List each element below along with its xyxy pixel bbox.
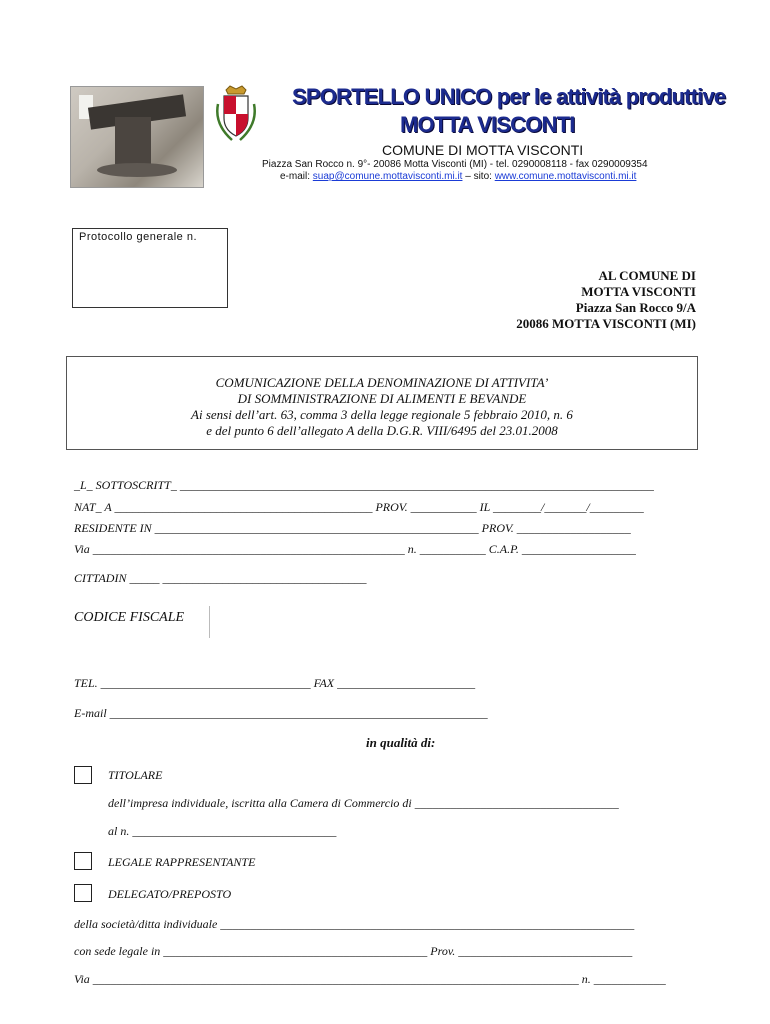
comune-address: Piazza San Rocco n. 9°- 20086 Motta Visconti (MI) - tel. 0290008118 - fax 0290009354 <box>262 159 648 170</box>
option-titolare-label: TITOLARE <box>108 768 163 782</box>
protocol-label: Protocollo generale n. <box>79 231 198 243</box>
recipient-line: 20086 MOTTA VISCONTI (MI) <box>516 316 696 331</box>
field-sede-legale[interactable]: con sede legale in ____________________________________________ Prov. _____________________________ <box>74 944 633 958</box>
field-residente[interactable]: RESIDENTE IN ______________________________________________________ PROV. ___________________ <box>74 521 631 535</box>
field-al-n[interactable]: al n. __________________________________ <box>108 824 337 838</box>
header-title-line2: MOTTA VISCONTI <box>400 112 575 137</box>
header-title-line1: SPORTELLO UNICO per le attività produttive <box>292 84 726 109</box>
subject-line: Ai sensi dell’art. 63, comma 3 della legge regionale 5 febbraio 2010, n. 6 <box>191 407 573 422</box>
subject-line: DI SOMMINISTRAZIONE DI ALIMENTI E BEVANDE <box>237 391 527 406</box>
subject-line: COMUNICAZIONE DELLA DENOMINAZIONE DI ATTIVITA’ <box>215 375 549 390</box>
email-link[interactable]: suap@comune.mottavisconti.mi.it <box>312 171 463 182</box>
field-sede-via[interactable]: Via _________________________________________________________________________________ n. ____________ <box>74 972 666 986</box>
field-camera-commercio[interactable]: dell’impresa individuale, iscritta alla Camera di Commercio di __________________________________ <box>108 796 619 810</box>
field-nato[interactable]: NAT_ A ___________________________________________ PROV. ___________ IL ________/_______/_________ <box>74 500 644 514</box>
email-prefix: e-mail: <box>280 171 313 182</box>
field-tel-fax[interactable]: TEL. ___________________________________ FAX _______________________ <box>74 676 476 690</box>
recipient-address <box>516 268 696 332</box>
field-sottoscritto[interactable]: _L_ SOTTOSCRITT_ _______________________________________________________________________________ <box>74 478 654 492</box>
olive-press-photo <box>70 86 204 188</box>
option-legale-label: LEGALE RAPPRESENTANTE <box>108 855 256 869</box>
field-email[interactable]: E-mail _______________________________________________________________ <box>74 706 488 720</box>
recipient-line: MOTTA VISCONTI <box>581 284 696 299</box>
comune-name: COMUNE DI MOTTA VISCONTI <box>382 142 584 158</box>
municipal-crest-icon <box>212 84 260 144</box>
subject-line: e del punto 6 dell’allegato A della D.G.R. VIII/6495 del 23.01.2008 <box>206 423 558 438</box>
field-cittadinanza[interactable]: CITTADIN _____ __________________________________ <box>74 571 367 585</box>
delegato-preposto-checkbox[interactable] <box>74 884 92 902</box>
recipient-line: AL COMUNE DI <box>598 268 696 283</box>
codice-fiscale-label: CODICE FISCALE <box>74 610 185 625</box>
subject-box <box>66 356 698 450</box>
in-qualita-heading: in qualità di: <box>366 735 436 750</box>
site-prefix: – sito: <box>462 171 495 182</box>
legale-rappresentante-checkbox[interactable] <box>74 852 92 870</box>
field-via[interactable]: Via ____________________________________________________ n. ___________ C.A.P. ___________________ <box>74 542 636 556</box>
titolare-checkbox[interactable] <box>74 766 92 784</box>
option-delegato-label: DELEGATO/PREPOSTO <box>108 887 232 901</box>
site-link[interactable]: www.comune.mottavisconti.mi.it <box>494 171 637 182</box>
protocol-box[interactable] <box>72 228 228 308</box>
codice-fiscale-field[interactable] <box>209 606 210 638</box>
field-societa[interactable]: della società/ditta individuale _____________________________________________________________________ <box>74 917 635 931</box>
comune-contacts <box>280 171 636 182</box>
recipient-line: Piazza San Rocco 9/A <box>575 300 696 315</box>
